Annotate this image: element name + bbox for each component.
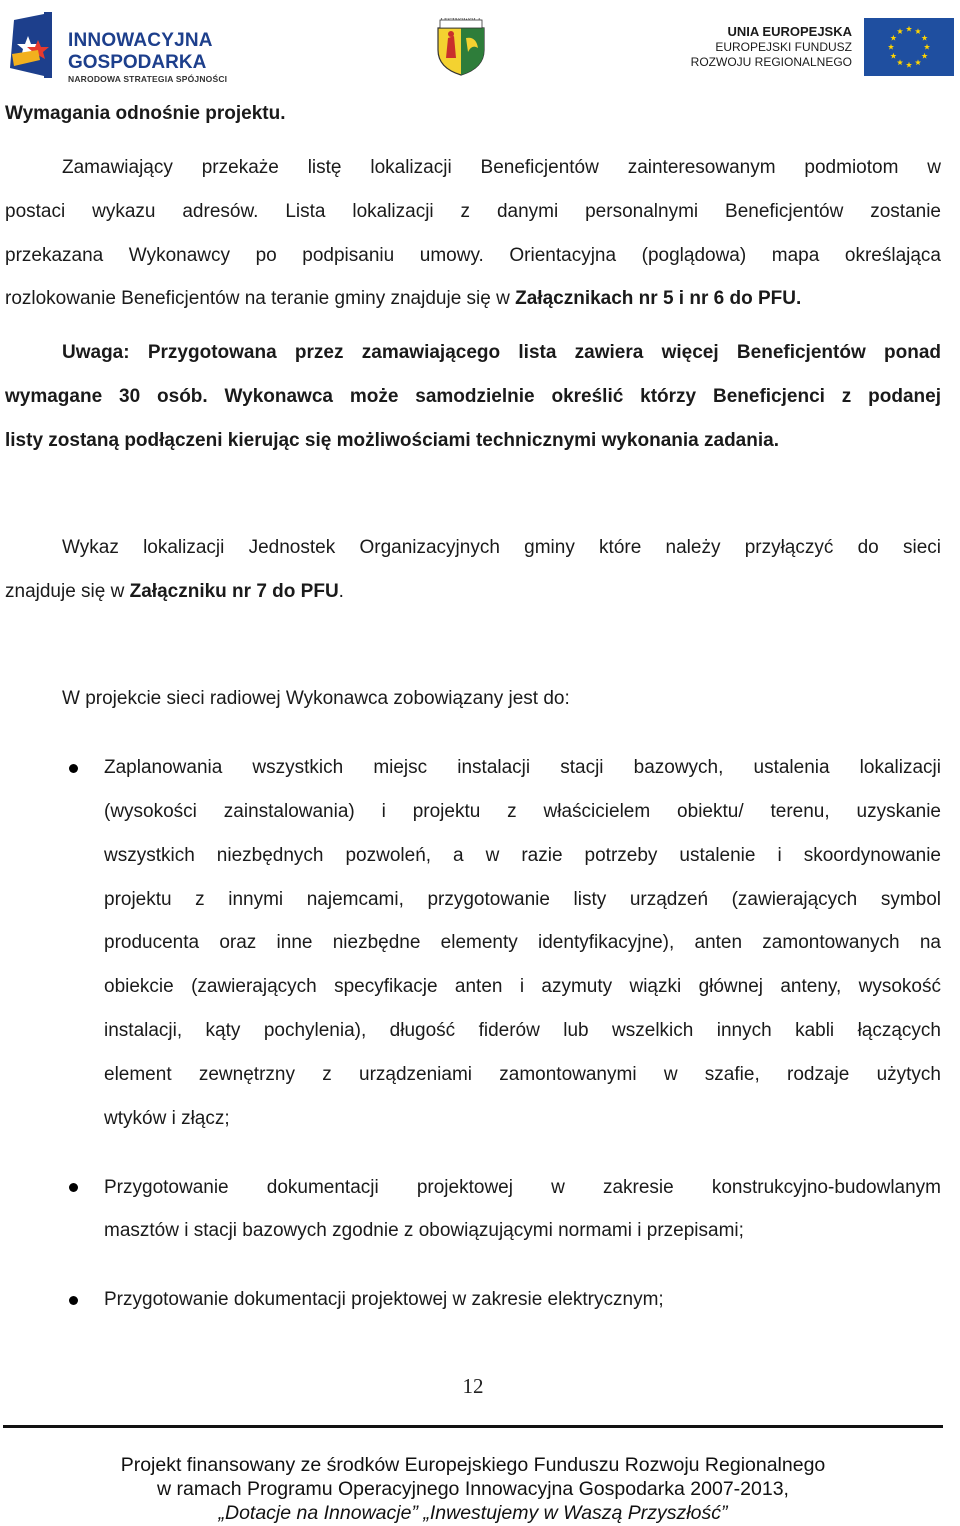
paragraph-1-line-4-text: rozlokowanie Beneficjentów na teranie gminy znajduje się w (5, 288, 516, 309)
paragraph-3-period: . (338, 581, 344, 602)
bullet-1-line-2: (wysokości zainstalowania) i projektu z właścicielem obiektu/ terenu, uzyskanie (104, 801, 941, 822)
bullet-3-line-1: Przygotowanie dokumentacji projektowej w zakresie elektrycznym; (104, 1289, 664, 1310)
paragraph-3-line-2-text: znajduje się w (5, 581, 130, 602)
logo-line-3: NARODOWA STRATEGIA SPÓJNOŚCI (68, 74, 228, 84)
bullet-icon (69, 1183, 78, 1192)
section-heading: Wymagania odnośnie projektu. (5, 103, 286, 124)
bullet-1-line-8: element zewnętrzny z urządzeniami zamontowanymi w szafie, rodzaje użytych (104, 1064, 941, 1085)
footer-divider (3, 1425, 943, 1428)
bullet-icon (69, 1296, 78, 1305)
paragraph-4: W projekcie sieci radiowej Wykonawca zobowiązany jest do: (62, 688, 570, 709)
bullet-1-line-6: obiekcie (zawierających specyfikacje anten i azymuty wiązki głównej anteny, wysokość (104, 976, 941, 997)
attachment-reference-7: Załączniku nr 7 do PFU (129, 581, 339, 602)
logo-mark-icon (8, 10, 66, 80)
bullet-2-line-2: masztów i stacji bazowych zgodnie z obowiązującymi normami i przepisami; (104, 1220, 744, 1241)
bullet-icon (69, 764, 78, 773)
innowacyjna-gospodarka-logo (8, 10, 228, 84)
bullet-1-line-4: projektu z innymi najemcami, przygotowanie listy urządzeń (zawierających symbol (104, 889, 941, 910)
logo-line-2: GOSPODARKA (68, 52, 207, 73)
eu-fund-logo (690, 24, 956, 80)
eu-logo-line-1: UNIA EUROPEJSKA (727, 24, 852, 39)
paragraph-1-line-2: postaci wykazu adresów. Lista lokalizacji z danymi personalnymi Beneficjentów zostanie (5, 201, 941, 222)
footer-line-1: Projekt finansowany ze środków Europejskiego Funduszu Rozwoju Regionalnego (120, 1454, 826, 1476)
bullet-1-line-1: Zaplanowania wszystkich miejsc instalacji stacji bazowych, ustalenia lokalizacji (104, 757, 941, 778)
bullet-1-line-9: wtyków i złącz; (104, 1108, 230, 1129)
footer-line-2: w ramach Programu Operacyjnego Innowacyjna Gospodarka 2007-2013, (157, 1478, 789, 1500)
eu-logo-line-2: EUROPEJSKI FUNDUSZ (715, 40, 852, 54)
footer-line-3: „Dotacje na Innowacje” „Inwestujemy w Waszą Przyszłość” (218, 1502, 728, 1524)
paragraph-1-line-3: przekazana Wykonawcy po podpisaniu umowy. Orientacyjna (poglądowa) mapa określająca (5, 245, 941, 266)
lesznowola-crest (432, 18, 490, 76)
paragraph-1-line-1: Zamawiający przekaże listę lokalizacji Beneficjentów zainteresowanym podmiotom w (62, 157, 941, 178)
coat-of-arms-icon (432, 18, 490, 76)
eu-logo-line-3: ROZWOJU REGIONALNEGO (690, 55, 852, 69)
bullet-2-line-1: Przygotowanie dokumentacji projektowej w zakresie konstrukcyjno-budowlanym (104, 1177, 941, 1198)
paragraph-2-line-2: wymagane 30 osób. Wykonawca może samodzielnie określić którzy Beneficjenci z podanej (5, 386, 941, 407)
page-number: 12 (462, 1374, 484, 1398)
paragraph-2-line-3: listy zostaną podłączeni kierując się możliwościami technicznymi wykonania zadania. (5, 430, 779, 451)
paragraph-3-line-2 (5, 581, 941, 603)
paragraph-1-line-4 (5, 288, 941, 310)
attachment-reference-5-6: Załącznikach nr 5 i nr 6 do PFU. (515, 288, 802, 309)
logo-line-1: INNOWACYJNA (68, 30, 213, 51)
eu-flag-icon (864, 18, 954, 76)
bullet-1-line-3: wszystkich niezbędnych pozwoleń, a w razie potrzeby ustalenie i skoordynowanie (104, 845, 941, 866)
paragraph-3-line-1: Wykaz lokalizacji Jednostek Organizacyjnych gminy które należy przyłączyć do sieci (62, 537, 941, 558)
bullet-1-line-7: instalacji, kąty pochylenia), długość fiderów lub wszelkich innych kabli łączących (104, 1020, 941, 1041)
page-header (0, 0, 960, 90)
bullet-1-line-5: producenta oraz inne niezbędne elementy identyfikacyjne), anten zamontowanych na (104, 932, 941, 953)
paragraph-2-line-1: Uwaga: Przygotowana przez zamawiającego lista zawiera więcej Beneficjentów ponad (62, 342, 941, 363)
